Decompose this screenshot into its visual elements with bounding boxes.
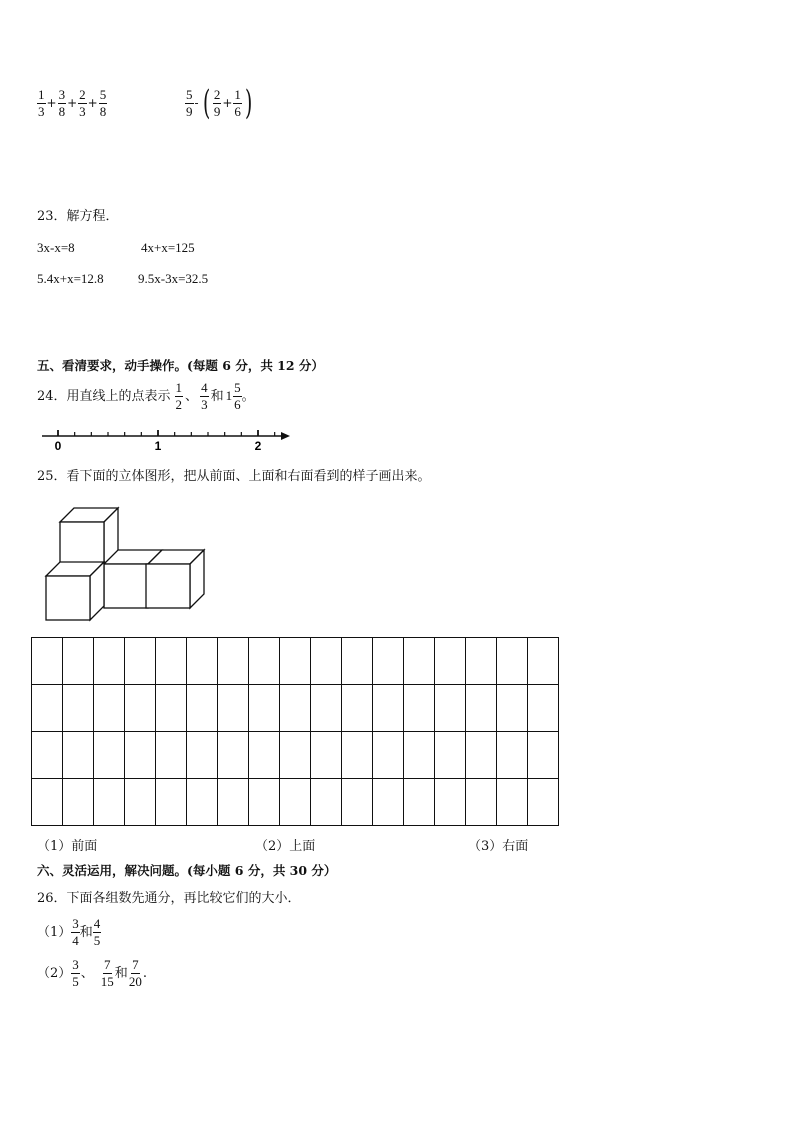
grid-cell[interactable] [187,685,218,732]
grid-row [32,638,559,685]
grid-cell[interactable] [63,685,94,732]
grid-cell[interactable] [94,732,125,779]
caption-top: （2）上面 [255,839,316,854]
grid-cell[interactable] [497,638,528,685]
part-label: （1） [37,924,72,940]
fraction: $\frac{3}{4}$ [72,916,79,948]
grid-cell[interactable] [342,685,373,732]
grid-cell[interactable] [311,732,342,779]
grid-cell[interactable] [63,732,94,779]
q24-prefix: 24．用直线上的点表示 [37,388,171,404]
equation: 5.4x+x=12.8 [37,271,104,286]
minus-sign: - [194,96,199,110]
separator: 、 [80,965,94,981]
grid-cell[interactable] [528,779,559,826]
mixed-integer: 1 [225,388,233,404]
grid-cell[interactable] [528,638,559,685]
grid-cell[interactable] [125,732,156,779]
grid-cell[interactable] [249,638,280,685]
grid-cell[interactable] [497,685,528,732]
fraction: $\frac{4}{3}$ [201,380,208,412]
equation: 3x-x=8 [37,240,75,255]
number-line-arrow [281,432,290,440]
grid-cell[interactable] [497,732,528,779]
plus-sign: + [222,96,233,110]
equation: 4x+x=125 [141,240,195,255]
fraction: $\frac{1}{6}$ [234,86,241,119]
number-line [36,426,296,452]
number-line-label: 0 [54,439,62,452]
grid-cell[interactable] [156,779,187,826]
grid-cell[interactable] [435,732,466,779]
cube-front-face [104,564,148,608]
fraction: $\frac{2}{3}$ [79,87,86,119]
grid-cell[interactable] [435,685,466,732]
grid-cell[interactable] [94,638,125,685]
grid-cell[interactable] [218,779,249,826]
grid-cell[interactable] [466,732,497,779]
grid-cell[interactable] [32,732,63,779]
grid-cell[interactable] [218,638,249,685]
grid-cell[interactable] [63,779,94,826]
grid-cell[interactable] [249,732,280,779]
grid-cell[interactable] [156,685,187,732]
q26-part-1 [37,917,101,947]
grid-cell[interactable] [435,779,466,826]
q25-text: 25．看下面的立体图形，把从前面、上面和右面看到的样子画出来。 [37,469,431,484]
grid-cell[interactable] [94,779,125,826]
and-word: 和 [79,924,93,940]
grid-cell[interactable] [404,779,435,826]
plus-sign: + [67,96,78,111]
grid-row [32,685,559,732]
and-word: 和 [114,965,128,981]
grid-cell[interactable] [280,685,311,732]
end-mark: . [142,965,147,981]
grid-cell[interactable] [280,732,311,779]
grid-cell[interactable] [404,638,435,685]
fraction: $\frac{3}{5}$ [72,957,79,989]
fraction: $\frac{5}{9}$ [186,86,193,119]
caption-right: （3）右面 [468,839,529,854]
grid-cell[interactable] [218,732,249,779]
right-paren: ) [244,83,253,123]
grid-cell[interactable] [466,685,497,732]
part-label: （2） [37,965,72,981]
expression-2 [185,83,255,123]
end-mark: 。 [241,388,255,404]
grid-cell[interactable] [404,685,435,732]
grid-cell[interactable] [280,779,311,826]
fraction: $\frac{7}{15}$ [100,957,114,989]
q26-part-2 [37,958,147,988]
grid-cell[interactable] [94,685,125,732]
grid-cell[interactable] [156,638,187,685]
grid-cell[interactable] [32,638,63,685]
q23-title: 23．解方程． [37,209,119,224]
grid-cell[interactable] [156,732,187,779]
grid-cell[interactable] [373,638,404,685]
grid-cell[interactable] [32,779,63,826]
grid-cell[interactable] [342,779,373,826]
grid-cell[interactable] [404,732,435,779]
grid-cell[interactable] [435,638,466,685]
number-line-label: 1 [154,439,162,452]
grid-cell[interactable] [218,685,249,732]
grid-cell[interactable] [497,779,528,826]
fraction: $\frac{4}{5}$ [93,916,101,948]
q26-text: 26．下面各组数先通分，再比较它们的大小． [37,891,301,906]
grid-cell[interactable] [280,638,311,685]
grid-cell[interactable] [466,638,497,685]
q24-line [37,381,255,411]
expression-1 [37,88,107,118]
grid-cell[interactable] [249,685,280,732]
plus-sign: + [46,96,57,111]
grid-row [32,732,559,779]
grid-cell[interactable] [249,779,280,826]
number-line-labels [55,439,262,452]
grid-cell[interactable] [187,732,218,779]
grid-cell[interactable] [311,638,342,685]
fraction: $\frac{3}{8}$ [58,87,66,119]
separator: 、 [185,388,199,404]
grid-cell[interactable] [187,779,218,826]
grid-cell[interactable] [466,779,497,826]
grid-cell[interactable] [373,732,404,779]
grid-cell[interactable] [125,779,156,826]
number-line-label: 2 [254,439,262,452]
grid-row [32,779,559,826]
drawing-grid[interactable] [31,637,559,826]
grid-cell[interactable] [187,638,218,685]
fraction: $\frac{1}{3}$ [38,87,45,119]
number-line-ticks [58,430,275,436]
grid-cell[interactable] [342,638,373,685]
fraction: $\frac{7}{20}$ [128,957,142,989]
cube-front-face [146,564,190,608]
cube-front-face [46,576,90,620]
grid-cell[interactable] [311,685,342,732]
grid-cell[interactable] [528,732,559,779]
cube-front-face [60,522,104,566]
grid-cell[interactable] [528,685,559,732]
grid-cell[interactable] [63,638,94,685]
grid-cell[interactable] [373,779,404,826]
section-heading: 六、灵活运用，解决问题。(每小题 6 分，共 30 分） [37,863,337,878]
cube-figure [44,506,208,624]
grid-cell[interactable] [125,685,156,732]
fraction: $\frac{1}{2}$ [175,380,183,412]
fraction: $\frac{2}{9}$ [213,86,221,119]
plus-sign: + [87,96,98,111]
grid-cell[interactable] [125,638,156,685]
equation: 9.5x-3x=32.5 [138,271,209,286]
caption-front: （1）前面 [37,839,98,854]
grid-cell[interactable] [373,685,404,732]
left-paren: ( [202,83,210,123]
fraction: $\frac{5}{8}$ [99,87,107,119]
fraction: $\frac{5}{6}$ [234,380,241,412]
and-word: 和 [210,388,224,404]
grid-cell[interactable] [342,732,373,779]
grid-cell[interactable] [311,779,342,826]
section-heading: 五、看清要求，动手操作。(每题 6 分，共 12 分） [37,358,324,373]
grid-cell[interactable] [32,685,63,732]
